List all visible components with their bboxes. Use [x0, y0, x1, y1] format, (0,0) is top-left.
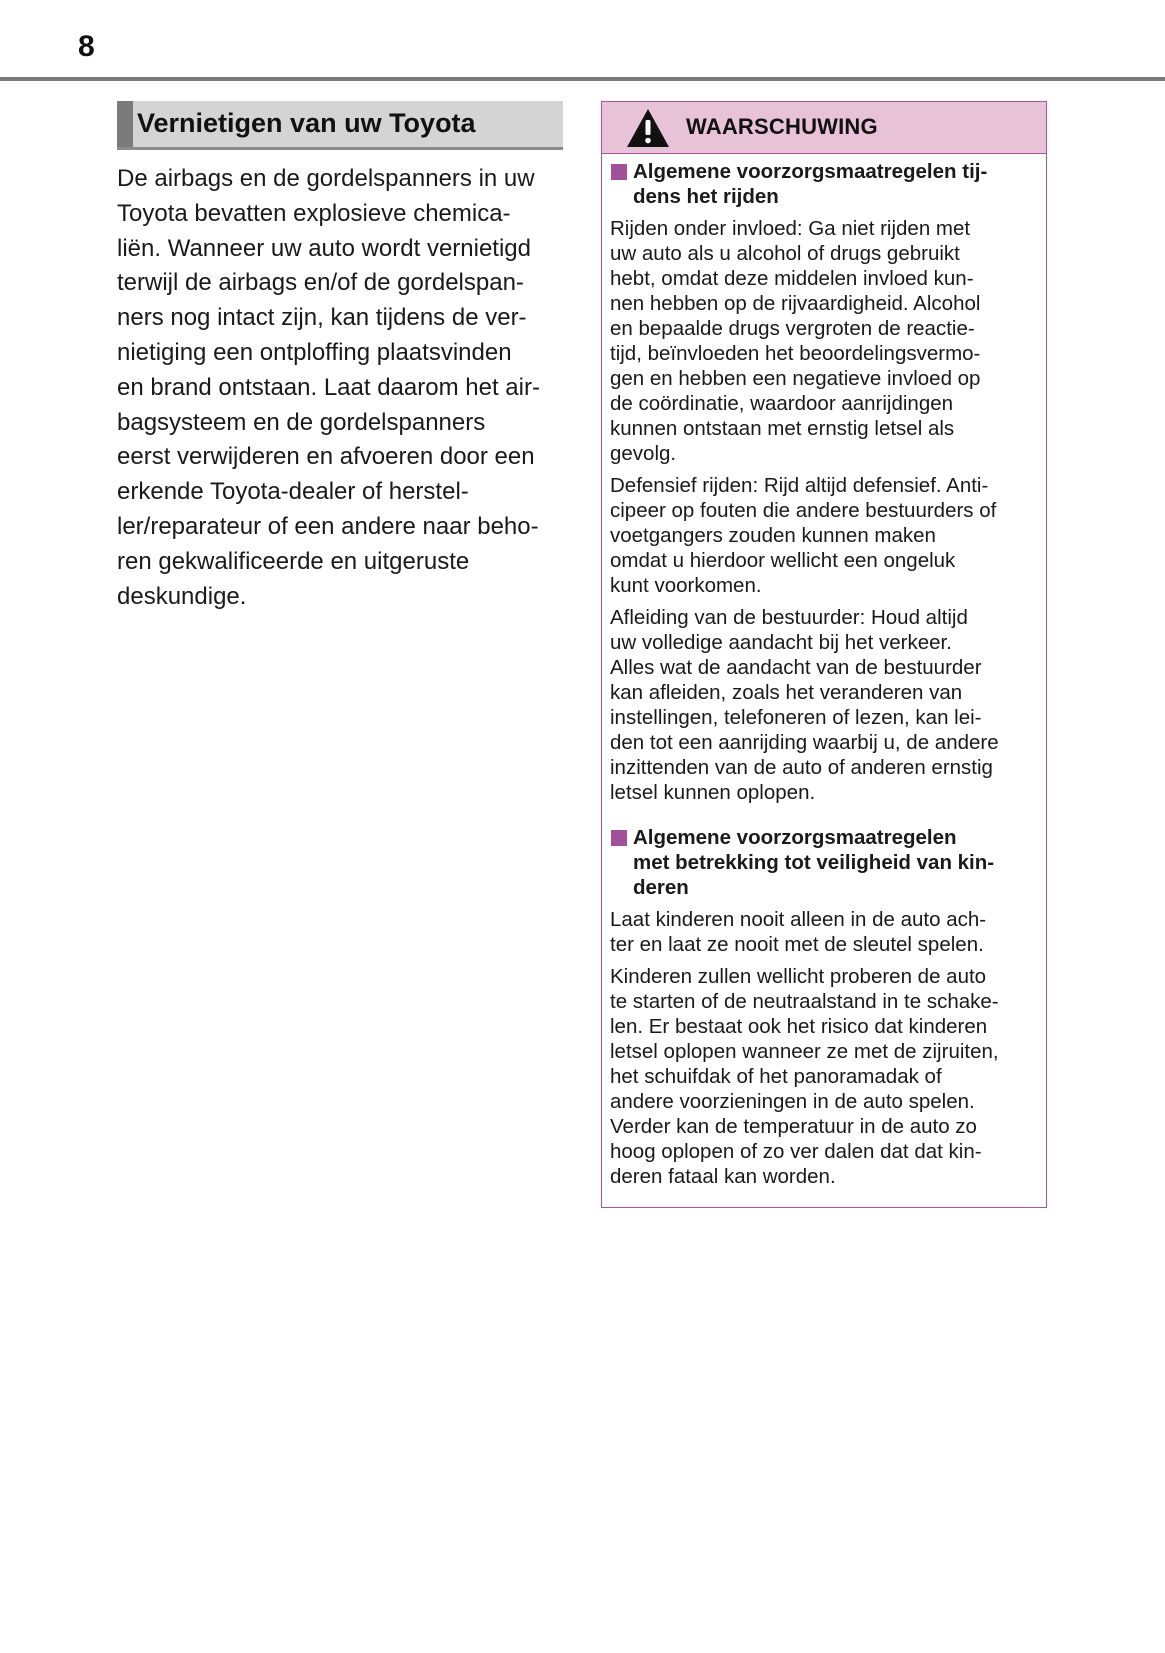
body-line: nietiging een ontploffing plaatsvinden: [117, 338, 512, 366]
paragraph-line: den tot een aanrijding waarbij u, de andere: [610, 731, 999, 754]
body-line: ler/reparateur of een andere naar beho-: [117, 512, 539, 540]
body-line: deskundige.: [117, 582, 247, 610]
bullet-square-icon: [611, 830, 627, 846]
body-line: Toyota bevatten explosieve chemica-: [117, 199, 511, 227]
paragraph-driving-influence: [610, 216, 1038, 466]
warning-triangle-icon: [626, 107, 670, 149]
body-line: liën. Wanneer uw auto wordt vernietigd: [117, 234, 531, 262]
page-number: 8: [78, 30, 95, 63]
paragraph-driver-distraction: [610, 605, 1038, 805]
paragraph-children-alone: [610, 907, 1038, 957]
paragraph-line: hebt, omdat deze middelen invloed kun-: [610, 267, 974, 290]
paragraph-line: kan afleiden, zoals het veranderen van: [610, 681, 963, 704]
paragraph-line: voetgangers zouden kunnen maken: [610, 524, 936, 547]
warning-content: [610, 159, 1038, 1189]
body-line: ners nog intact zijn, kan tijdens de ver-: [117, 304, 527, 332]
paragraph-line: Verder kan de temperatuur in de auto zo: [610, 1115, 977, 1138]
subsection-heading: [610, 825, 1038, 900]
paragraph-children-risks: [610, 964, 1038, 1189]
paragraph-line: Laat kinderen nooit alleen in de auto ach-: [610, 908, 987, 931]
paragraph-line: gevolg.: [610, 442, 677, 465]
body-line: bagsysteem en de gordelspanners: [117, 408, 486, 436]
body-line: ren gekwalificeerde en uitgeruste: [117, 547, 470, 575]
heading-line: deren: [633, 876, 689, 899]
warning-header: [602, 102, 1046, 154]
paragraph-line: gen en hebben een negatieve invloed op: [610, 367, 981, 390]
body-line: en brand ontstaan. Laat daarom het air-: [117, 373, 540, 401]
body-line: terwijl de airbags en/of de gordelspan-: [117, 269, 524, 297]
paragraph-line: Defensief rijden: Rijd altijd defensief. Anti-: [610, 474, 989, 497]
left-body-text: [117, 162, 567, 614]
paragraph-line: hoog oplopen of zo ver dalen dat dat kin-: [610, 1140, 982, 1163]
paragraph-line: de coördinatie, waardoor aanrijdingen: [610, 392, 954, 415]
paragraph-line: omdat u hierdoor wellicht een ongeluk: [610, 549, 956, 572]
paragraph-line: letsel kunnen oplopen.: [610, 781, 816, 804]
paragraph-line: te starten of de neutraalstand in te schake-: [610, 990, 999, 1013]
body-line: erkende Toyota-dealer of herstel-: [117, 478, 469, 506]
heading-line: Algemene voorzorgsmaatregelen: [633, 826, 957, 849]
paragraph-line: Afleiding van de bestuurder: Houd altijd: [610, 606, 968, 629]
paragraph-line: en bepaalde drugs vergroten de reactie-: [610, 317, 975, 340]
paragraph-defensive-driving: [610, 473, 1038, 598]
paragraph-line: uw volledige aandacht bij het verkeer.: [610, 631, 952, 654]
heading-accent-bar: [117, 101, 133, 147]
paragraph-line: het schuifdak of het panoramadak of: [610, 1065, 942, 1088]
warning-title: WAARSCHUWING: [686, 114, 878, 139]
body-line: eerst verwijderen en afvoeren door een: [117, 443, 535, 471]
paragraph-line: cipeer op fouten die andere bestuurders of: [610, 499, 997, 522]
warning-box: [601, 101, 1047, 1208]
heading-line: Algemene voorzorgsmaatregelen tij-: [633, 160, 988, 183]
paragraph-line: ter en laat ze nooit met de sleutel spelen.: [610, 933, 984, 956]
paragraph-line: andere voorzieningen in de auto spelen.: [610, 1090, 975, 1113]
body-line: De airbags en de gordelspanners in uw: [117, 165, 535, 192]
paragraph-line: tijd, beïnvloeden het beoordelingsvermo-: [610, 342, 981, 365]
heading-line: met betrekking tot veiligheid van kin-: [633, 851, 995, 874]
heading-line: dens het rijden: [633, 185, 779, 208]
paragraph-line: uw auto als u alcohol of drugs gebruikt: [610, 242, 960, 265]
paragraph-line: kunnen ontstaan met ernstig letsel als: [610, 417, 955, 440]
paragraph-line: Alles wat de aandacht van de bestuurder: [610, 656, 982, 679]
paragraph-line: instellingen, telefoneren of lezen, kan lei-: [610, 706, 982, 729]
paragraph-line: nen hebben op de rijvaardigheid. Alcohol: [610, 292, 981, 315]
bullet-square-icon: [611, 164, 627, 180]
section-heading: [117, 101, 563, 150]
paragraph-line: kunt voorkomen.: [610, 574, 762, 597]
paragraph-line: Kinderen zullen wellicht proberen de auto: [610, 965, 987, 988]
paragraph-line: letsel oplopen wanneer ze met de zijruiten,: [610, 1040, 999, 1063]
paragraph-line: len. Er bestaat ook het risico dat kinderen: [610, 1015, 988, 1038]
paragraph-line: Rijden onder invloed: Ga niet rijden met: [610, 217, 971, 240]
paragraph-line: inzittenden van de auto of anderen ernstig: [610, 756, 993, 779]
header-divider: [0, 77, 1165, 81]
section-title: Vernietigen van uw Toyota: [137, 108, 476, 138]
subsection-heading: [610, 159, 1038, 209]
paragraph-line: deren fataal kan worden.: [610, 1165, 836, 1188]
